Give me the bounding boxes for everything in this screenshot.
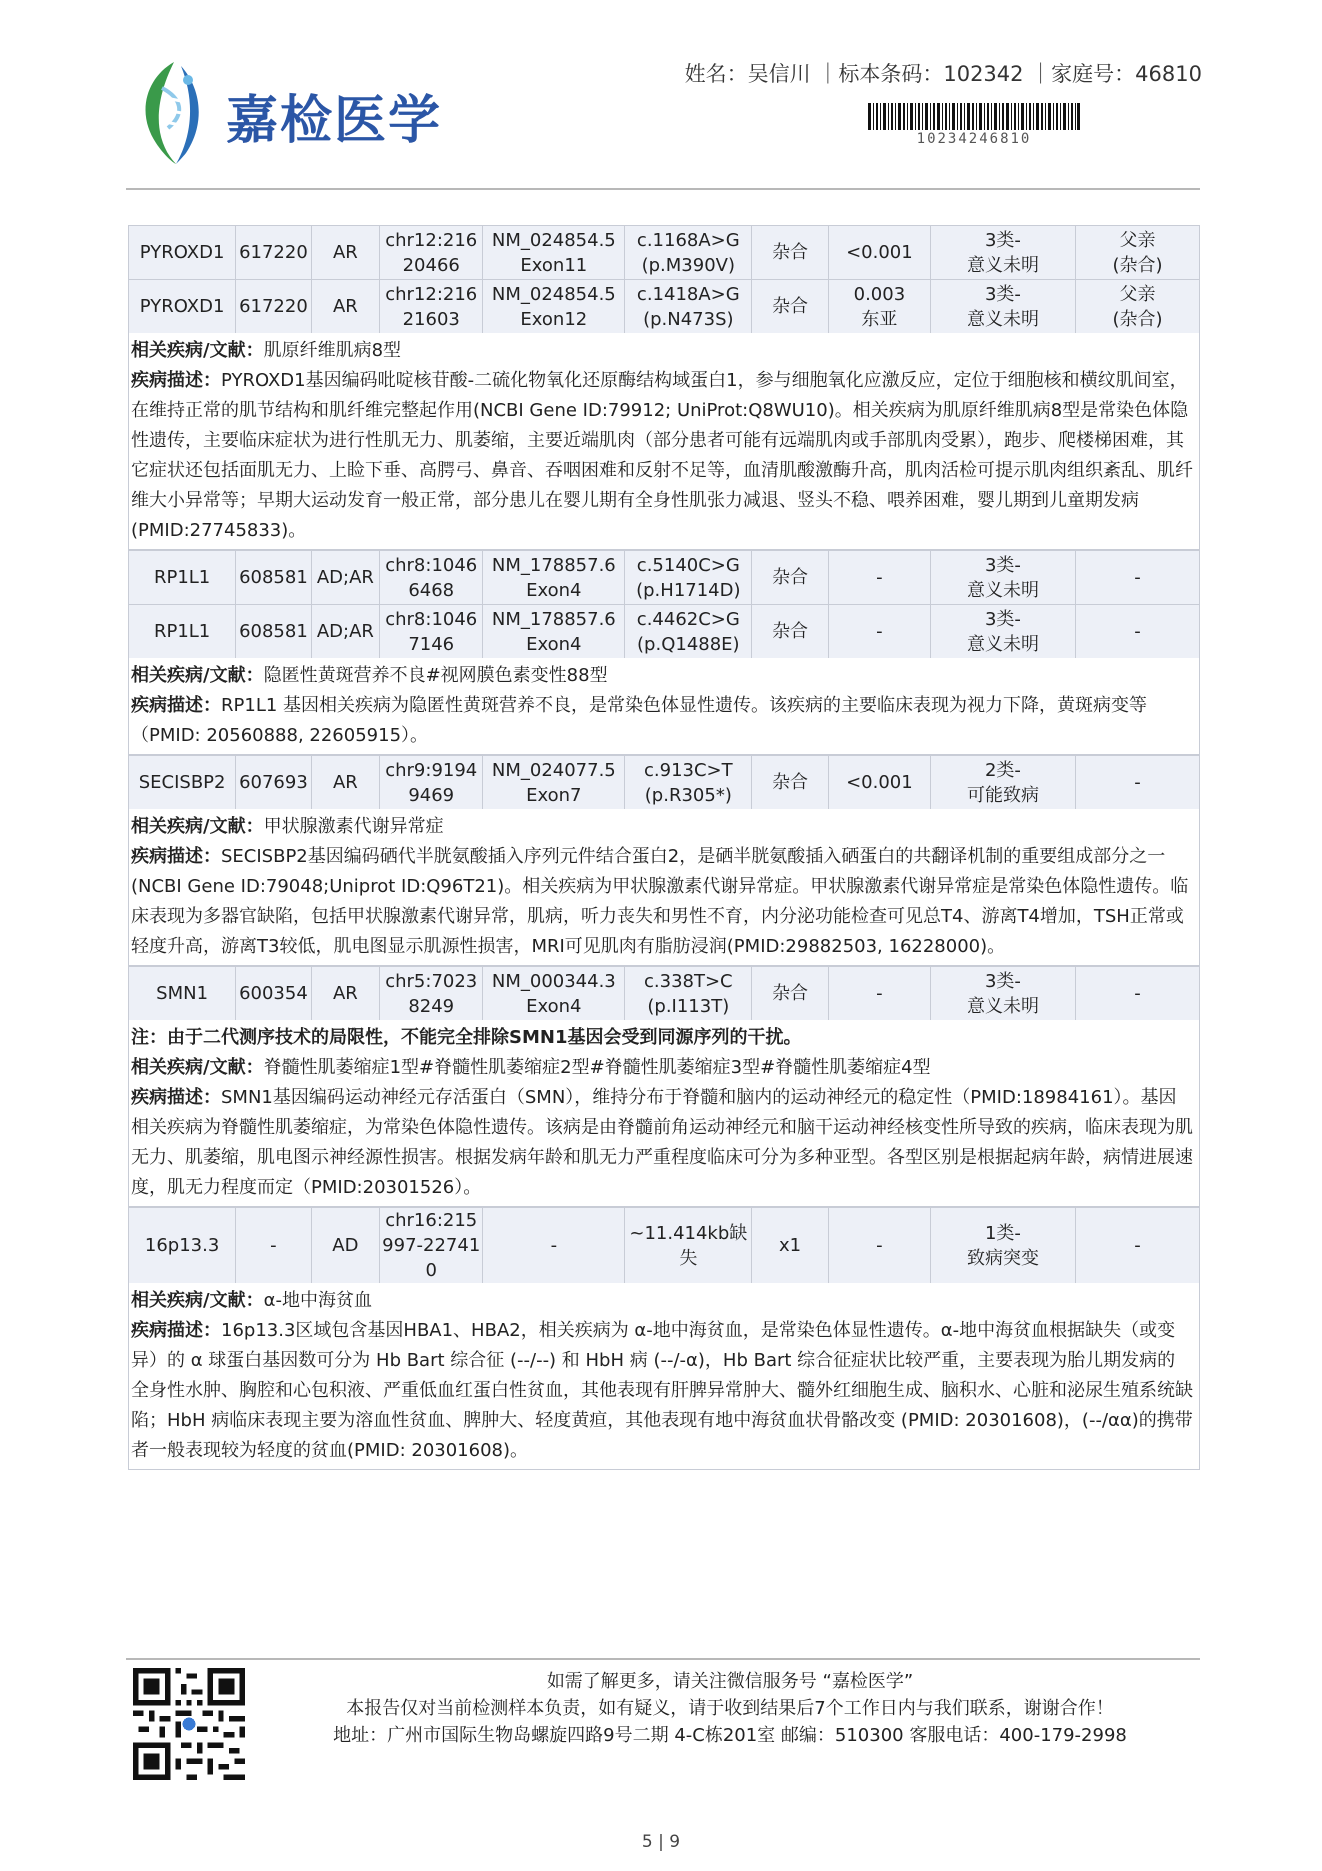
- qr-code-icon: [133, 1668, 245, 1780]
- transcript-cell: NM_178857.6 Exon4: [483, 551, 625, 604]
- omim-cell: -: [236, 1208, 311, 1283]
- variant-cell: c.4462C>G (p.Q1488E): [625, 605, 752, 658]
- disease-name: 脊髓性肌萎缩症1型#脊髓性肌萎缩症2型#脊髓性肌萎缩症3型#脊髓性肌萎缩症4型: [263, 1057, 931, 1078]
- zygosity-cell: x1: [752, 1208, 828, 1283]
- gene-cell: PYROXD1: [129, 280, 236, 333]
- inheritance-cell: AR: [312, 280, 380, 333]
- frequency-cell: -: [829, 551, 931, 604]
- description-text: RP1L1 基因相关疾病为隐匿性黄斑营养不良，是常染色体显性遗传。该疾病的主要临床表现为视力下降，黄斑病变等（PMID: 20560888, 22605915）。: [131, 695, 1148, 746]
- origin-cell: -: [1134, 1235, 1141, 1256]
- position-cell: chr16:215 997-22741 0: [380, 1208, 483, 1283]
- patient-info: 姓名：吴信川 ｜标本条码：102342 ｜家庭号：46810: [684, 62, 1202, 86]
- description-text: SMN1基因编码运动神经元存活蛋白（SMN），维持分布于脊髓和脑内的运动神经元的稳定性（PMID:18984161）。基因相关疾病为脊髓性肌萎缩症，为常染色体隐性遗传。该病是由脊髓前角运动神经元和脑干运动神经核变性所导致的疾病，临床表现为肌无力、肌萎缩，肌电图示神经源性损害。根据发病年龄和肌无力严重程度临床可分为多种亚型。各型区别是根据起病年龄，病情进展速度，肌无力程度而定（PMID:20301526）。: [131, 1087, 1193, 1198]
- omim-cell: 608581: [236, 605, 311, 658]
- gene-cell: 16p13.3: [129, 1208, 236, 1283]
- origin-cell: -: [1134, 772, 1141, 793]
- disease-description: [128, 658, 1200, 755]
- footer-disclaimer: 本报告仅对当前检测样本负责，如有疑义，请于收到结果后7个工作日内与我们联系，谢谢合作！: [346, 1698, 1114, 1719]
- dna-logo-icon: [126, 58, 226, 168]
- table-row: [128, 755, 1200, 809]
- frequency-cell: -: [829, 967, 931, 1020]
- company-name: 嘉检医学: [226, 91, 443, 151]
- disease-label: 相关疾病/文献：: [131, 816, 264, 837]
- table-row: [128, 604, 1200, 658]
- position-cell: chr12:216 21603: [380, 280, 483, 333]
- table-row: [128, 279, 1200, 333]
- classification-cell: 3类- 意义未明: [931, 605, 1076, 658]
- omim-cell: 608581: [236, 551, 311, 604]
- disease-description: [128, 1020, 1200, 1207]
- transcript-cell: NM_178857.6 Exon4: [483, 605, 625, 658]
- disease-description: [128, 809, 1200, 966]
- company-logo: [126, 58, 456, 168]
- transcript-cell: NM_024077.5 Exon7: [483, 756, 625, 809]
- omim-cell: 617220: [236, 280, 311, 333]
- variant-table: [128, 225, 1200, 1470]
- variant-cell: ~11.414kb缺 失: [625, 1208, 752, 1283]
- footer-info: [260, 1668, 1200, 1749]
- inheritance-cell: AD;AR: [312, 551, 380, 604]
- gene-cell: RP1L1: [129, 551, 236, 604]
- table-row: [128, 1207, 1200, 1283]
- disease-label: 相关疾病/文献：: [131, 1057, 264, 1078]
- table-row: [128, 550, 1200, 604]
- position-cell: chr5:7023 8249: [380, 967, 483, 1020]
- inheritance-cell: AR: [312, 967, 380, 1020]
- position-cell: chr9:9194 9469: [380, 756, 483, 809]
- footer-divider: [126, 1658, 1200, 1660]
- variant-block: [128, 550, 1200, 755]
- variant-cell: c.338T>C (p.I113T): [625, 967, 752, 1020]
- zygosity-cell: 杂合: [752, 756, 828, 809]
- barcode-number: 10234246810: [916, 131, 1032, 147]
- gene-cell: SMN1: [129, 967, 236, 1020]
- origin-cell: 父亲 (杂合): [1112, 283, 1163, 330]
- disease-label: 相关疾病/文献：: [131, 340, 264, 361]
- classification-cell: 3类- 意义未明: [931, 280, 1076, 333]
- variant-block: [128, 755, 1200, 966]
- header-divider: [126, 188, 1200, 190]
- disease-name: 隐匿性黄斑营养不良#视网膜色素变性88型: [263, 665, 608, 686]
- frequency-cell: -: [829, 605, 931, 658]
- page-number: 5 | 9: [641, 1832, 681, 1852]
- variant-cell: c.5140C>G (p.H1714D): [625, 551, 752, 604]
- variant-cell: c.1168A>G (p.M390V): [625, 226, 752, 279]
- disease-label: 相关疾病/文献：: [131, 1290, 264, 1311]
- gene-cell: SECISBP2: [129, 756, 236, 809]
- barcode-icon: [868, 103, 1080, 130]
- omim-cell: 607693: [236, 756, 311, 809]
- footer-wechat: 如需了解更多，请关注微信服务号 “嘉检医学”: [546, 1671, 914, 1692]
- zygosity-cell: 杂合: [752, 967, 828, 1020]
- transcript-cell: NM_024854.5 Exon12: [483, 280, 625, 333]
- inheritance-cell: AR: [312, 756, 380, 809]
- description-text: PYROXD1基因编码吡啶核苷酸-二硫化物氧化还原酶结构域蛋白1，参与细胞氧化应激反应，定位于细胞核和横纹肌间室，在维持正常的肌节结构和肌纤维完整起作用(NCBI Gene ID:79912; UniProt:Q8WU10)。相关疾病为肌原纤维肌病8型是常染色体隐性遗传，主要临床症状为进行性肌无力、肌萎缩，主要近端肌肉（部分患者可能有远端肌肉或手部肌肉受累），跑步、爬楼梯困难，其它症状还包括面肌无力、上睑下垂、高腭弓、鼻音、吞咽困难和反射不足等，血清肌酸激酶升高，肌肉活检可提示肌肉组织紊乱、肌纤维大小异常等；早期大运动发育一般正常，部分患儿在婴儿期有全身性肌张力减退、竖头不稳、喂养困难，婴儿期到儿童期发病(PMID:27745833)。: [131, 370, 1193, 541]
- zygosity-cell: 杂合: [752, 551, 828, 604]
- variant-block: [128, 1207, 1200, 1470]
- gene-cell: RP1L1: [129, 605, 236, 658]
- classification-cell: 3类- 意义未明: [931, 551, 1076, 604]
- gene-cell: PYROXD1: [129, 226, 236, 279]
- transcript-cell: NM_000344.3 Exon4: [483, 967, 625, 1020]
- variant-block: [128, 225, 1200, 550]
- technical-note: 注：由于二代测序技术的局限性，不能完全排除SMN1基因会受到同源序列的干扰。: [131, 1027, 802, 1048]
- disease-description: [128, 1283, 1200, 1470]
- disease-name: α-地中海贫血: [263, 1290, 372, 1311]
- frequency-cell: 0.003 东亚: [829, 280, 931, 333]
- position-cell: chr8:1046 6468: [380, 551, 483, 604]
- variant-cell: c.913C>T (p.R305*): [625, 756, 752, 809]
- classification-cell: 1类- 致病突变: [931, 1208, 1076, 1283]
- disease-name: 甲状腺激素代谢异常症: [263, 816, 444, 837]
- description-label: 疾病描述：: [131, 1087, 221, 1108]
- description-label: 疾病描述：: [131, 695, 221, 716]
- transcript-cell: NM_024854.5 Exon11: [483, 226, 625, 279]
- description-label: 疾病描述：: [131, 1320, 221, 1341]
- inheritance-cell: AD: [312, 1208, 380, 1283]
- variant-block: [128, 966, 1200, 1207]
- frequency-cell: <0.001: [829, 756, 931, 809]
- origin-cell: -: [1134, 983, 1141, 1004]
- origin-cell: 父亲 (杂合): [1112, 229, 1163, 276]
- frequency-cell: -: [829, 1208, 931, 1283]
- table-row: [128, 225, 1200, 279]
- transcript-cell: -: [483, 1208, 625, 1283]
- origin-cell: -: [1134, 621, 1141, 642]
- disease-name: 肌原纤维肌病8型: [263, 340, 402, 361]
- frequency-cell: <0.001: [829, 226, 931, 279]
- position-cell: chr8:1046 7146: [380, 605, 483, 658]
- disease-label: 相关疾病/文献：: [131, 665, 264, 686]
- report-header: [0, 0, 1322, 190]
- description-text: 16p13.3区域包含基因HBA1、HBA2，相关疾病为 α-地中海贫血，是常染色体显性遗传。α-地中海贫血根据缺失（或变异）的 α 球蛋白基因数可分为 Hb Bart 综合征 (--/--) 和 HbH 病 (--/-α)，Hb Bart 综合征症状比较严重，主要表现为胎儿期发病的全身性水肿、胸腔和心包积液、严重低血红蛋白性贫血，其他表现有肝脾异常肿大、髓外红细胞生成、脑积水、心脏和泌尿生殖系统缺陷；HbH 病临床表现主要为溶血性贫血、脾肿大、轻度黄疸，其他表现有地中海贫血状骨骼改变 (PMID: 20301608)，(--/αα)的携带者一般表现较为轻度的贫血(PMID: 20301608)。: [131, 1320, 1193, 1461]
- omim-cell: 600354: [236, 967, 311, 1020]
- inheritance-cell: AR: [312, 226, 380, 279]
- description-text: SECISBP2基因编码硒代半胱氨酸插入序列元件结合蛋白2，是硒半胱氨酸插入硒蛋白的共翻译机制的重要组成部分之一(NCBI Gene ID:79048;Uniprot ID:Q96T21)。相关疾病为甲状腺激素代谢异常症。甲状腺激素代谢异常症是常染色体隐性遗传。临床表现为多器官缺陷，包括甲状腺激素代谢异常，肌病，听力丧失和男性不育，内分泌功能检查可见总T4、游离T4增加，TSH正常或轻度升高，游离T3较低，肌电图显示肌源性损害，MRI可见肌肉有脂肪浸润(PMID:29882503, 16228000)。: [131, 846, 1189, 957]
- disease-description: [128, 333, 1200, 550]
- description-label: 疾病描述：: [131, 370, 221, 391]
- table-row: [128, 966, 1200, 1020]
- footer-address: 地址：广州市国际生物岛螺旋四路9号二期 4-C栋201室 邮编：510300 客服电话：400-179-2998: [333, 1725, 1127, 1746]
- description-label: 疾病描述：: [131, 846, 221, 867]
- classification-cell: 3类- 意义未明: [931, 226, 1076, 279]
- zygosity-cell: 杂合: [752, 605, 828, 658]
- omim-cell: 617220: [236, 226, 311, 279]
- classification-cell: 2类- 可能致病: [931, 756, 1076, 809]
- zygosity-cell: 杂合: [752, 226, 828, 279]
- origin-cell: -: [1134, 567, 1141, 588]
- zygosity-cell: 杂合: [752, 280, 828, 333]
- inheritance-cell: AD;AR: [312, 605, 380, 658]
- variant-cell: c.1418A>G (p.N473S): [625, 280, 752, 333]
- classification-cell: 3类- 意义未明: [931, 967, 1076, 1020]
- position-cell: chr12:216 20466: [380, 226, 483, 279]
